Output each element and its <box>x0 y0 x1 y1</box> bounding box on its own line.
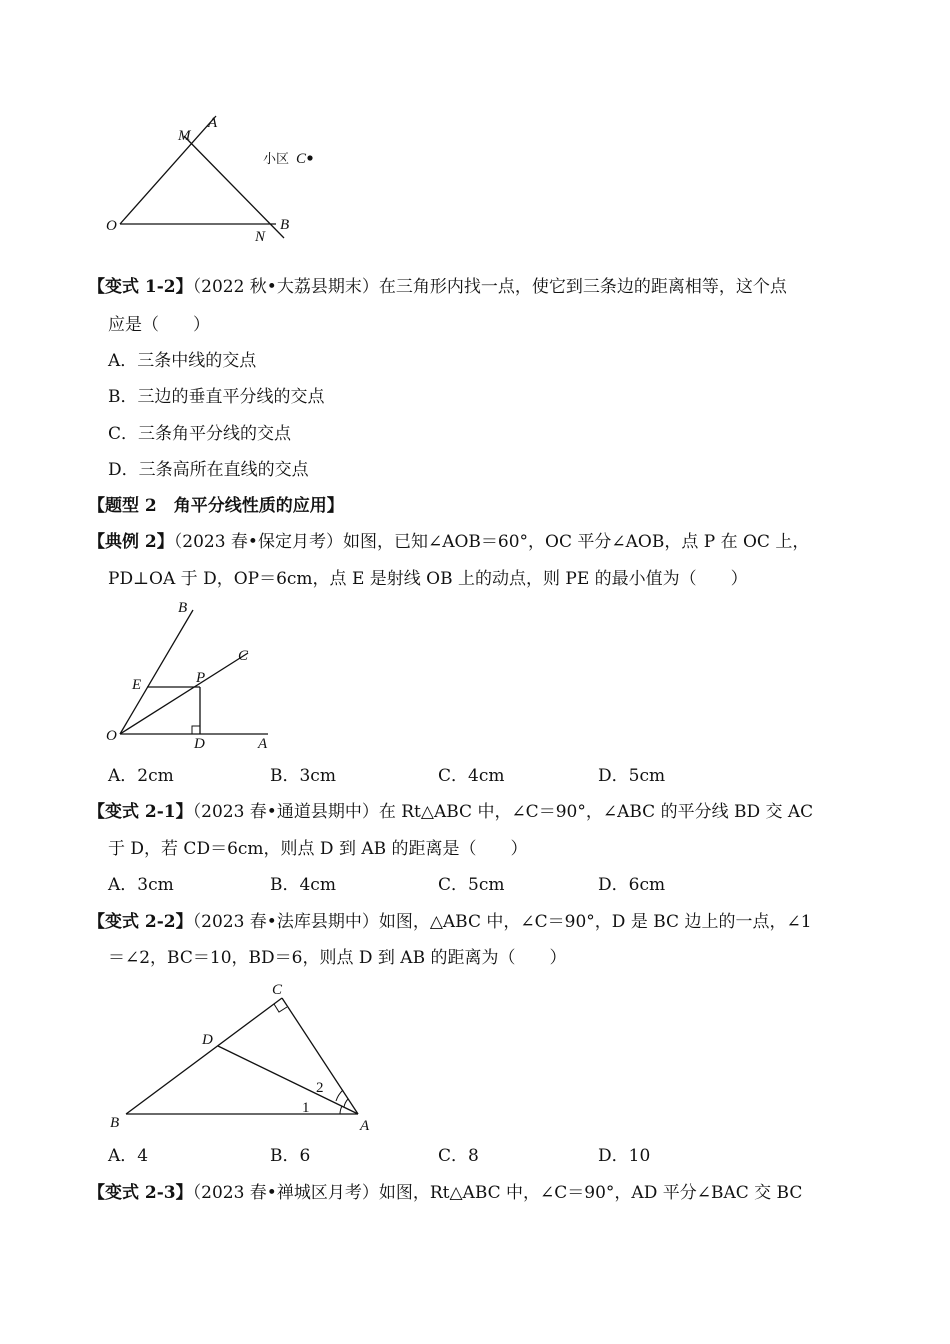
label-a: A <box>258 736 268 752</box>
label-o: O <box>106 218 117 234</box>
v22-text1: （2023 春•法库县期中）如图，△ABC 中，∠C＝90°，D 是 BC 边上的一点，∠1 <box>192 912 812 932</box>
v12-line2: 应是（ ） <box>108 315 210 335</box>
angle-arc-2 <box>344 1099 348 1107</box>
ex2-line1 <box>88 530 809 554</box>
ex2-option-c: C．4cm <box>438 766 505 786</box>
label-a: A <box>360 1118 370 1134</box>
label-e: E <box>132 677 142 693</box>
label-b: B <box>110 1115 120 1131</box>
v22-option-d: D．10 <box>598 1146 651 1166</box>
label-m: M <box>178 128 191 144</box>
figure-angle-bisector <box>100 598 290 756</box>
right-angle-mark <box>274 1004 287 1012</box>
angle-arc-2b <box>336 1090 343 1101</box>
ex2-option-b: B．3cm <box>270 766 336 786</box>
v22-option-a: A．4 <box>108 1146 149 1166</box>
v21-line1 <box>88 800 813 824</box>
v21-option-d: D．6cm <box>598 875 666 895</box>
label-community: 小区 <box>263 152 290 167</box>
v21-option-b: B．4cm <box>270 875 336 895</box>
label-b: B <box>280 217 290 233</box>
ex2-option-d: D．5cm <box>598 766 666 786</box>
v12-line1 <box>88 275 787 299</box>
label-angle-2: 2 <box>316 1080 324 1096</box>
v12-option-c: C．三条角平分线的交点 <box>108 424 292 444</box>
ex2-tag: 【典例 2】 <box>88 532 174 552</box>
ray-oc <box>120 653 248 734</box>
ex2-text1: （2023 春•保定月考）如图，已知∠AOB＝60°，OC 平分∠AOB，点 P 在 OC 上， <box>173 532 810 552</box>
v12-option-d: D．三条高所在直线的交点 <box>108 460 309 480</box>
v23-line1 <box>88 1181 802 1205</box>
right-angle-mark <box>192 726 200 734</box>
label-b: B <box>178 600 188 616</box>
label-n: N <box>255 229 266 245</box>
v21-tag: 【变式 2-1】 <box>88 802 193 822</box>
ex2-line2: PD⊥OA 于 D，OP＝6cm，点 E 是射线 OB 上的动点，则 PE 的最小值为（ ） <box>108 569 748 589</box>
v21-option-a: A．3cm <box>108 875 174 895</box>
label-angle-1: 1 <box>302 1100 310 1116</box>
angle-arc-1 <box>340 1106 342 1114</box>
v21-line2: 于 D，若 CD＝6cm，则点 D 到 AB 的距离是（ ） <box>108 839 528 859</box>
figure-right-triangle <box>100 976 390 1140</box>
v22-line2: ＝∠2，BC＝10，BD＝6，则点 D 到 AB 的距离为（ ） <box>108 948 567 968</box>
label-a: A <box>208 115 218 131</box>
ray-ob <box>120 610 193 734</box>
v12-option-b: B．三边的垂直平分线的交点 <box>108 387 325 407</box>
v22-line1 <box>88 910 812 934</box>
side-bc <box>126 998 282 1114</box>
side-ca <box>282 998 358 1114</box>
v22-tag: 【变式 2-2】 <box>88 912 193 932</box>
ex2-option-a: A．2cm <box>108 766 174 786</box>
v21-text1: （2023 春•通道县期中）在 Rt△ABC 中，∠C＝90°，∠ABC 的平分线 BD 交 AC <box>192 802 814 822</box>
segment-ad <box>218 1046 358 1114</box>
v12-option-a: A．三条中线的交点 <box>108 351 257 371</box>
label-c: C <box>296 151 307 167</box>
v12-tag: 【变式 1-2】 <box>88 277 193 297</box>
label-o: O <box>106 728 117 744</box>
label-c: C <box>272 982 283 998</box>
label-d: D <box>194 736 205 752</box>
figure-angle-mn <box>100 108 340 248</box>
v21-option-c: C．5cm <box>438 875 505 895</box>
point-c <box>307 155 312 160</box>
v12-text1: （2022 秋•大荔县期末）在三角形内找一点，使它到三条边的距离相等，这个点 <box>192 277 787 297</box>
label-d: D <box>202 1032 213 1048</box>
v22-option-c: C．8 <box>438 1146 479 1166</box>
label-p: P <box>196 670 206 686</box>
ray-oa <box>120 116 216 224</box>
v23-tag: 【变式 2-3】 <box>88 1183 193 1203</box>
label-c: C <box>238 648 249 664</box>
section-title: 【题型 2 角平分线性质的应用】 <box>88 496 344 516</box>
v22-option-b: B．6 <box>270 1146 311 1166</box>
v23-text1: （2023 春•禅城区月考）如图，Rt△ABC 中，∠C＝90°，AD 平分∠BAC 交 BC <box>192 1183 803 1203</box>
